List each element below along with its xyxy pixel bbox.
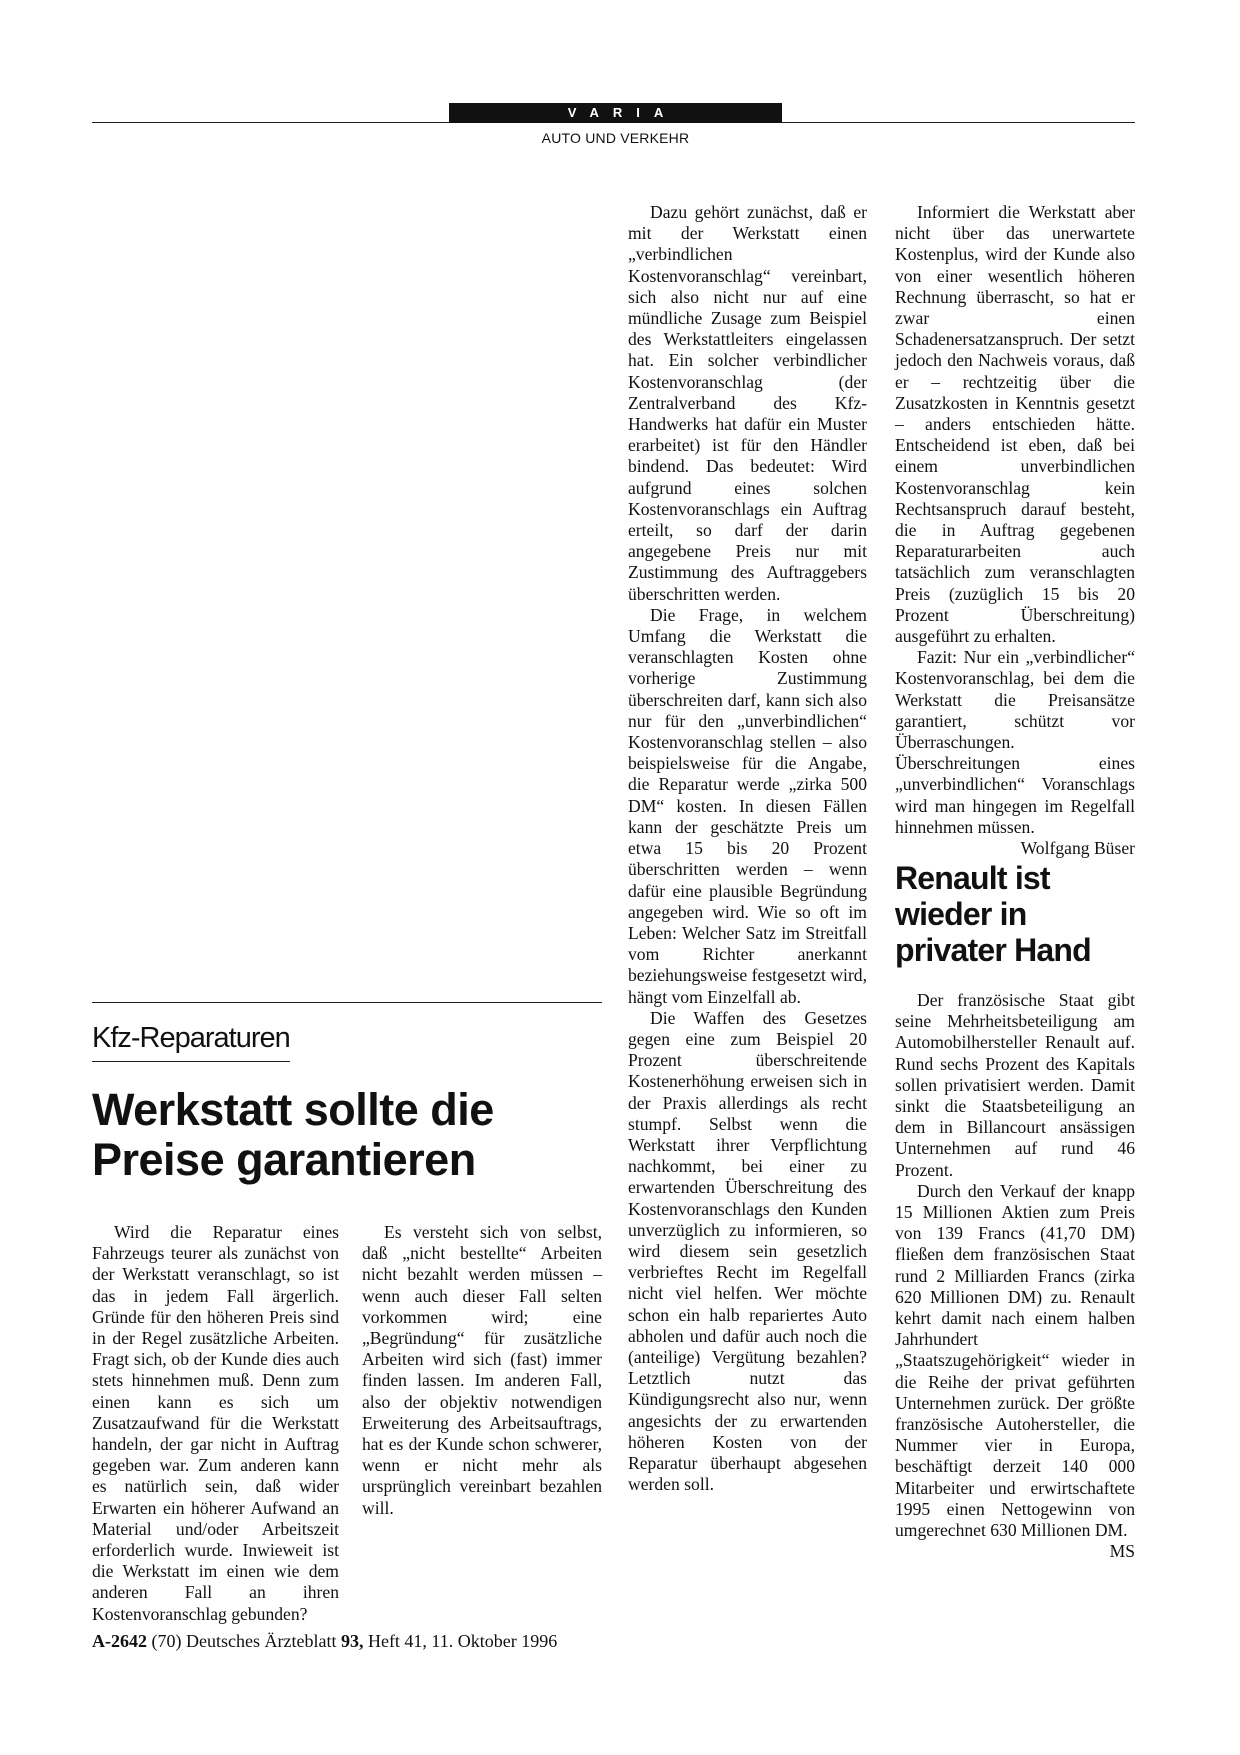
article-paragraph: Informiert die Werkstatt aber nicht über das unerwartete Kostenplus, wird der Kunde also von einer wesentlich höheren Rechnung überrascht, so hat er zwar einen Schadenersatzanspruch. Der setzt jedoch den Nachweis voraus, daß er – rechtzeitig über die Zusatzkosten in Kenntnis gesetzt – anders entschieden hätte. Entscheidend ist eben, daß bei einem unverbindlichen Kostenvoranschlag kein Rechtsanspruch darauf besteht, die in Auftrag gegebenen Reparaturarbeiten auch tatsächlich zum veranschlagten Preis (zuzüglich 15 bis 20 Prozent Überschreitung) ausgeführt zu erhalten. <box>895 202 1135 647</box>
renault-paragraph: Der französische Staat gibt seine Mehrheitsbeteiligung am Automobilhersteller Renault auf. Rund sechs Prozent des Kapitals sollen privatisiert werden. Damit sinkt die Staatsbeteiligung an dem in Billancourt ansässigen Unternehmen auf rund 46 Prozent. <box>895 990 1135 1180</box>
article-paragraph: Die Frage, in welchem Umfang die Werkstatt die veranschlagten Kosten ohne vorherige Zustimmung überschreiten darf, kann sich also nur für den „unverbindlichen“ Kostenvoranschlag stellen – also beispielsweise für die Angabe, die Reparatur werde „zirka 500 DM“ kosten. In diesen Fällen kann der geschätzte Preis um etwa 15 bis 20 Prozent überschritten werden – wenn dafür eine plausible Begründung angegeben wird. Wie so oft im Leben: Welcher Satz im Streitfall vom Richter anerkannt beziehungsweise festgesetzt wird, hängt vom Einzelfall ab. <box>628 604 867 1007</box>
renault-author: MS <box>1109 1541 1135 1562</box>
article-paragraph-text: Fazit: Nur ein „verbindlicher“ Kostenvoranschlag, bei dem die Werkstatt die Preisansätze garantiert, schützt vor Überraschungen. Überschreitungen eines „unverbindlichen“ Voranschlags wird man hingegen im Regelfall hinnehmen müssen. <box>895 647 1135 837</box>
article-paragraph: Die Waffen des Gesetzes gegen eine zum Beispiel 20 Prozent überschreitende Kostenerhöhung erweisen sich in der Praxis allerdings als recht stumpf. Selbst wenn die Werkstatt ihrer Verpflichtung nachkommt, bei einer zu erwartenden Überschreitung des Kostenvoranschlags den Kunden unverzüglich zu informieren, so wird diesem sein gesetzlich verbrieftes Recht im Regelfall nicht viel helfen. Wer möchte schon ein halb repariertes Auto abholen und dafür auch noch die (anteilige) Vergütung bezahlen? Letztlich nutzt das Kündigungsrecht also nur, wenn angesichts der zu erwartenden höheren Kosten von der Reparatur überhaupt abgesehen werden soll. <box>628 1007 867 1495</box>
renault-column <box>895 990 1135 1562</box>
kicker-rule <box>92 1002 602 1003</box>
footer-journal: Deutsches Ärzteblatt <box>186 1631 337 1651</box>
renault-paragraph-text: Durch den Verkauf der knapp 15 Millionen Aktien zum Preis von 139 Francs (41,70 DM) fließen dem französischen Staat rund 2 Milliarden Francs (zirka 620 Millionen DM) zu. Renault kehrt damit nach einem halben Jahrhundert „Staatszugehörigkeit“ wieder in die Reihe der privat geführten Unternehmen zurück. Der größte französische Autohersteller, die Nummer vier in Europa, beschäftigt derzeit 140 000 Mitarbeiter und erwirtschaftete 1995 einen Nettogewinn von umgerechnet 630 Millionen DM. <box>895 1180 1135 1541</box>
article-column-1 <box>92 1222 339 1625</box>
footer-volume: 93, <box>340 1631 364 1651</box>
article-kicker: Kfz-Reparaturen <box>92 1022 290 1062</box>
article-column-3 <box>628 202 867 1495</box>
article-headline: Werkstatt sollte die Preise garantieren <box>92 1084 494 1185</box>
footer-page-id: A-2642 <box>92 1631 147 1651</box>
article-paragraph-final <box>895 647 1135 859</box>
renault-headline: Renault ist wieder in privater Hand <box>895 860 1091 968</box>
footer-issue: Heft 41, 11. Oktober 1996 <box>367 1631 558 1651</box>
article-column-4 <box>895 202 1135 859</box>
section-subtitle: AUTO UND VERKEHR <box>541 130 690 146</box>
page-footer <box>92 1631 557 1652</box>
article-paragraph: Dazu gehört zunächst, daß er mit der Werkstatt einen „verbindlichen Kostenvoranschlag“ vereinbart, sich also nicht nur auf eine mündliche Zusage zum Beispiel des Werkstattleiters eingelassen hat. Ein solcher verbindlicher Kostenvoranschlag (der Zentralverband des Kfz-Handwerks hat dafür ein Muster erarbeitet) ist für den Händler bindend. Das bedeutet: Wird aufgrund eines solchen Kostenvoranschlags ein Auftrag erteilt, so darf der darin angegebene Preis nur mit Zustimmung des Auftraggebers überschritten werden. <box>628 202 867 604</box>
section-banner: VARIA <box>449 103 782 123</box>
author-signature: Wolfgang Büser <box>1020 838 1135 859</box>
article-paragraph: Es versteht sich von selbst, daß „nicht bestellte“ Arbeiten nicht bezahlt werden müssen – wenn auch dieser Fall selten vorkommen wird; eine „Begründung“ für zusätzliche Arbeiten wird sich (fast) immer finden lassen. Im anderen Fall, also der objektiv notwendigen Erweiterung des Arbeitsauftrags, hat es der Kunde schon schwerer, wenn er nicht mehr als ursprünglich vereinbart bezahlen will. <box>362 1222 602 1518</box>
article-paragraph: Wird die Reparatur eines Fahrzeugs teurer als zunächst von der Werkstatt veranschlagt, so ist das in jedem Fall ärgerlich. Gründe für den höheren Preis sind in der Regel zusätzliche Arbeiten. Fragt sich, ob der Kunde dies auch stets hinnehmen muß. Denn zum einen kann es sich um Zusatzaufwand für die Werkstatt handeln, der gar nicht in Auftrag gegeben war. Zum anderen kann es natürlich sein, daß wider Erwarten ein höherer Aufwand an Material und/oder Arbeitszeit erforderlich wurde. Inwieweit ist die Werkstatt im einen wie dem anderen Fall an ihren Kostenvoranschlag gebunden? <box>92 1222 339 1624</box>
article-column-2 <box>362 1222 602 1519</box>
renault-paragraph-final <box>895 1180 1135 1562</box>
footer-page-number: (70) <box>151 1631 182 1651</box>
